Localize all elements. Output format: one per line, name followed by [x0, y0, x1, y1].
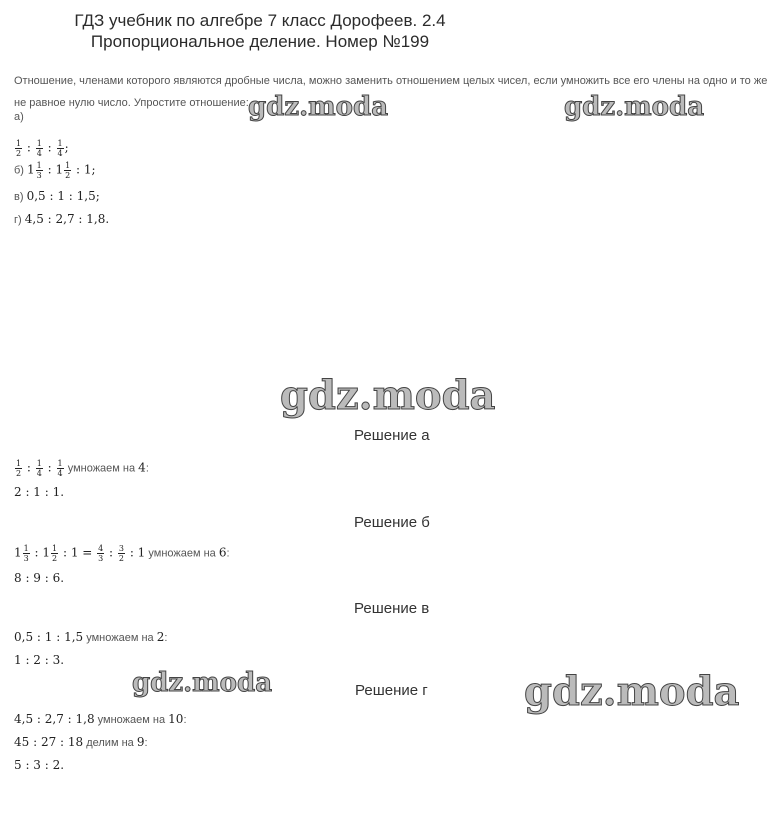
task-a-expression: $\frac{1}{2}$ : $\frac{1}{4}$ : $\frac{1}{4}$ ;: [16, 139, 69, 158]
solution-b-heading: Решение б: [354, 514, 430, 531]
task-g-expression: 4,5 : 2,7 : 1,8.: [24, 212, 110, 226]
solution-b-step-1: 1 $\frac{1}{3}$ : 1 $\frac{1}{2}$ : 1 = $\frac{4}{3}$ : $\frac{3}{2}$ : 1 умножаем на 6:: [14, 544, 230, 563]
page-title-line-2: Пропорциональное деление. Номер №199: [90, 32, 430, 51]
task-g-label: г): [14, 214, 22, 226]
watermark-logo: gdz.moda: [524, 668, 740, 715]
task-a-label: а): [14, 111, 24, 123]
solution-g-result: 5 : 3 : 2.: [14, 758, 65, 772]
watermark-logo: gdz.moda: [132, 668, 273, 698]
task-g-line: [14, 212, 109, 226]
solution-g-step-1: 4,5 : 2,7 : 1,8 умножаем на 10:: [14, 712, 187, 726]
solution-a-heading: Решение а: [354, 427, 430, 444]
task-v-line: [14, 189, 100, 203]
solution-a-result: 2 : 1 : 1.: [14, 485, 65, 499]
watermark-logo: gdz.moda: [248, 92, 389, 122]
task-v-label: в): [14, 191, 24, 203]
solution-g-heading: Решение г: [355, 682, 428, 699]
task-b-label: б): [14, 164, 24, 177]
task-v-expression: 0,5 : 1 : 1,5;: [26, 189, 100, 203]
solution-v-result: 1 : 2 : 3.: [14, 653, 65, 667]
solution-a-step-1: $\frac{1}{2}$ : $\frac{1}{4}$ : $\frac{1}{4}$ умножаем на 4:: [16, 459, 149, 478]
task-intro-line-1: Отношение, членами которого являются дробные числа, можно заменить отношением целых чисел, если умножить все его члены на одно и то же: [14, 75, 768, 87]
solution-v-heading: Решение в: [354, 600, 430, 617]
watermark-logo: gdz.moda: [280, 372, 496, 419]
page-title: [0, 10, 520, 52]
solution-g-step-2: 45 : 27 : 18 делим на 9:: [14, 735, 148, 749]
task-b-line: б) 1 $\frac{1}{3}$ : 1 $\frac{1}{2}$ : 1;: [14, 161, 96, 180]
solution-v-step-1: 0,5 : 1 : 1,5 умножаем на 2:: [14, 630, 168, 644]
task-intro-line-2: не равное нулю число. Упростите отношение:: [14, 97, 249, 109]
solution-b-result: 8 : 9 : 6.: [14, 571, 65, 585]
watermark-logo: gdz.moda: [564, 92, 705, 122]
page-title-line-1: ГДЗ учебник по алгебре 7 класс Дорофеев. 2.4: [74, 11, 446, 30]
